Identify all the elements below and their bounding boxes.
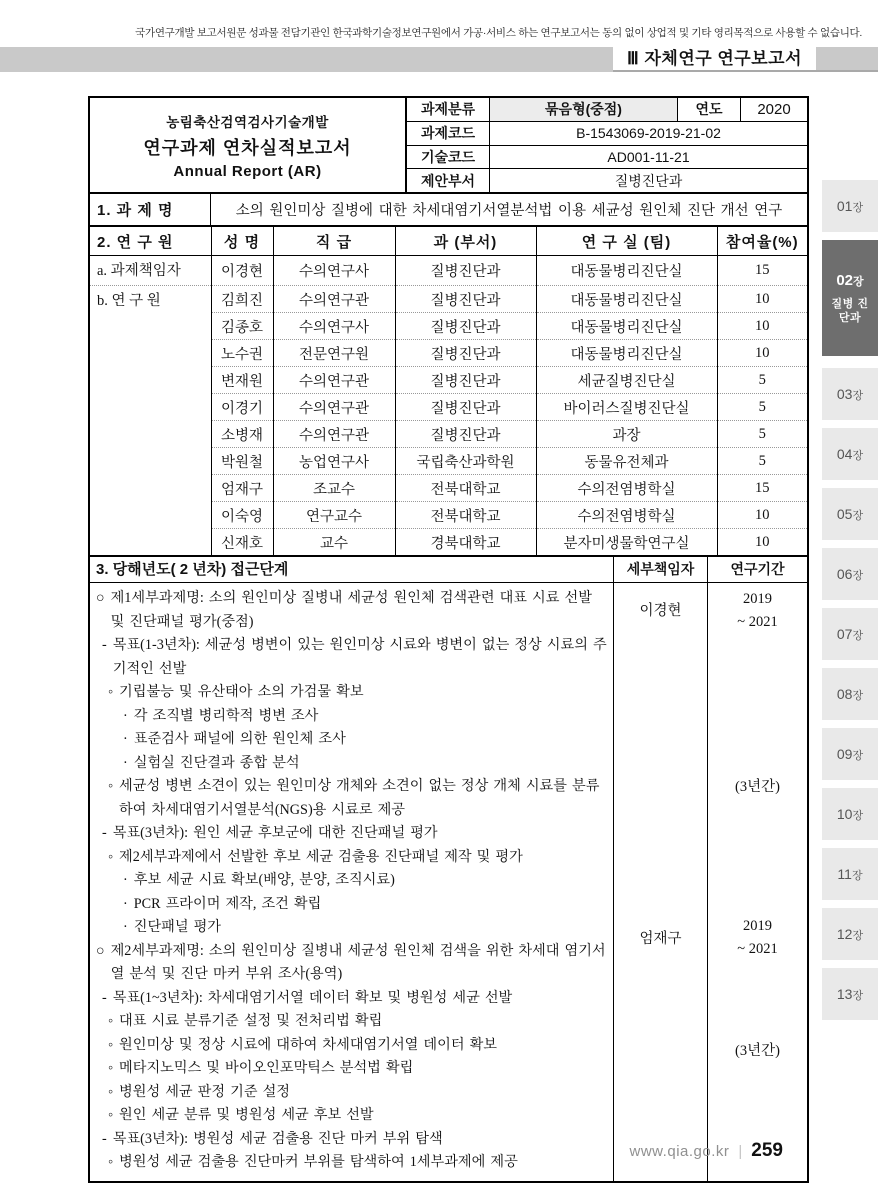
chapter-suffix: 장 (852, 629, 864, 642)
field-row-code (407, 122, 807, 146)
researcher-name-cell: 엄재구 (211, 475, 273, 502)
outline-marker: · (123, 754, 128, 771)
chapter-suffix: 장 (852, 929, 864, 942)
outline-marker: ◦ (108, 1013, 114, 1029)
researcher-name-cell: 이숙영 (211, 502, 273, 529)
chapter-suffix: 장 (852, 809, 864, 822)
researcher-name-cell: 변재원 (211, 367, 273, 394)
outline-text: 진단패널 평가 (133, 919, 222, 935)
chapter-tab-label (836, 272, 863, 289)
researcher-position-cell: 농업연구사 (273, 448, 395, 475)
outline-text: 표준검사 패널에 의한 원인체 조사 (133, 731, 346, 747)
chapter-number: 09 (836, 745, 853, 762)
duration-1: (3년간) (735, 779, 780, 795)
code-value: B-1543069-2019-21-02 (576, 125, 721, 142)
chapter-tab-label (837, 446, 863, 463)
dept-label: 제안부서 (407, 169, 490, 192)
chapter-tab-label (837, 686, 863, 703)
outline-marker: ○ (96, 590, 105, 606)
outline-text: 목표(3년차): 병원성 세균 검출용 진단 마커 부위 탐색 (112, 1130, 443, 1147)
report-subtitle: Annual Report (AR) (173, 162, 322, 180)
chapter-tab-label (837, 198, 863, 215)
outline-marker: ◦ (108, 1107, 114, 1123)
outline-marker: ○ (96, 942, 105, 959)
chapter-band (0, 47, 878, 72)
researcher-lab-cell: 분자미생물학연구실 (536, 529, 717, 556)
chapter-tab-06[interactable] (822, 548, 878, 600)
chapter-tab-04[interactable] (822, 428, 878, 480)
field-row-category (407, 98, 807, 122)
period-1-end: ~ 2021 (737, 614, 778, 630)
outline-text: 목표(1~3년차): 차세대염기서열 데이터 확보 및 병원성 세균 선발 (112, 989, 513, 1006)
researcher-lab-cell: 대동물병리진단실 (536, 256, 717, 286)
outline-line (95, 681, 610, 705)
report-title-cell (90, 98, 407, 192)
outline-marker: · (123, 707, 128, 724)
footer-separator: | (738, 1143, 743, 1160)
researcher-rate-cell: 5 (717, 367, 807, 394)
researcher-dept-cell: 질병진단과 (395, 421, 536, 448)
researcher-name-cell: 박원철 (211, 448, 273, 475)
researcher-dept-cell: 전북대학교 (395, 475, 536, 502)
field-row-tech (407, 146, 807, 170)
outline-marker: · (123, 731, 128, 747)
chapter-tab-05[interactable] (822, 488, 878, 540)
outline-line (95, 1081, 610, 1105)
researcher-dept-cell: 질병진단과 (395, 340, 536, 367)
period-2-end: ~ 2021 (737, 941, 778, 957)
outline-marker: · (123, 895, 128, 912)
outline-text: 병원성 세균 검출용 진단마커 부위를 탐색하여 1세부과제에 제공 (119, 1154, 518, 1170)
researcher-lab-cell: 과장 (536, 421, 717, 448)
footer-url: www.qia.go.kr (629, 1143, 730, 1160)
chapter-tab-label (837, 986, 863, 1003)
project-name-label: 1. 과 제 명 (90, 194, 211, 225)
dept-value: 질병진단과 (614, 172, 683, 189)
researcher-name-cell: 신재호 (211, 529, 273, 556)
chapter-tab-02[interactable] (822, 240, 878, 356)
outline-line (95, 940, 610, 987)
outline-marker: ◦ (108, 684, 114, 700)
researcher-lab-cell: 수의전염병학실 (536, 502, 717, 529)
chapter-suffix: 장 (852, 509, 864, 522)
chapter-number: 03 (836, 385, 853, 402)
period-1-start: 2019 (743, 591, 772, 607)
researcher-dept-cell: 국립축산과학원 (395, 448, 536, 475)
outline-line (95, 916, 610, 940)
chapter-header-title: Ⅲ 자체연구 연구보고서 (613, 47, 816, 72)
outline-text: 원인미상 및 정상 시료에 대하여 차세대염기서열 데이터 확보 (119, 1036, 497, 1053)
col-header-position: 직 급 (273, 226, 395, 256)
chapter-number: 02 (836, 271, 854, 289)
col-header-lab: 연 구 실 (팀) (536, 226, 717, 256)
researcher-lab-cell: 동물유전체과 (536, 448, 717, 475)
researcher-position-cell: 수의연구관 (273, 394, 395, 421)
outline-text: 세균성 병변 소견이 있는 원인미상 개체와 소견이 없는 정상 개체 시료를 분류하여 차세대염기서열분석(NGS)용 시료로 제공 (119, 778, 600, 818)
researcher-rate-cell: 5 (717, 421, 807, 448)
chapter-suffix: 장 (853, 275, 864, 288)
chapter-number: 08 (836, 685, 853, 702)
approach-outline (90, 583, 613, 1181)
outline-line (95, 1151, 610, 1175)
researcher-name-cell: 김종호 (211, 313, 273, 340)
col-header-dept: 과 (부서) (395, 226, 536, 256)
sub-manager-1: 이경현 (639, 603, 682, 619)
col-header-rate: 참여율(%) (717, 226, 807, 256)
pi-row-label: a. 과제책임자 (97, 263, 181, 279)
chapter-tab-07[interactable] (822, 608, 878, 660)
researcher-rate-cell: 5 (717, 394, 807, 421)
outline-text: 목표(3년차): 원인 세균 후보군에 대한 진단패널 평가 (112, 825, 438, 841)
program-name: 농림축산검역검사기술개발 (166, 114, 329, 130)
outline-text: PCR 프라이머 제작, 조건 확립 (133, 895, 322, 912)
researcher-position-cell: 수의연구관 (273, 421, 395, 448)
chapter-tab-label (837, 746, 863, 763)
outline-line (95, 1057, 610, 1081)
report-title: 연구과제 연차실적보고서 (143, 137, 352, 158)
outline-marker: - (102, 989, 107, 1006)
chapter-tab-label (837, 926, 863, 943)
researcher-name-cell: 소병재 (211, 421, 273, 448)
field-row-dept (407, 169, 807, 192)
chapter-suffix: 장 (852, 389, 864, 402)
researcher-row (90, 256, 807, 286)
outline-marker: ◦ (108, 1036, 114, 1053)
outline-text: 각 조직별 병리학적 병변 조사 (133, 707, 319, 724)
outline-line (95, 1104, 610, 1128)
researcher-dept-cell: 질병진단과 (395, 256, 536, 286)
outline-text: 후보 세균 시료 확보(배양, 분양, 조직시료) (133, 872, 395, 888)
chapter-suffix: 장 (852, 689, 864, 702)
researcher-dept-cell: 질병진단과 (395, 367, 536, 394)
member-rows-label: b. 연 구 원 (90, 286, 211, 556)
page-number: 259 (751, 1140, 783, 1161)
chapter-tab-08[interactable] (822, 668, 878, 720)
researcher-rate-cell: 5 (717, 448, 807, 475)
research-period-column (707, 583, 807, 1181)
researcher-lab-cell: 수의전염병학실 (536, 475, 717, 502)
category-label: 과제분류 (407, 98, 490, 121)
category-value: 묶음형(중점) (490, 98, 677, 121)
outline-text: 원인 세균 분류 및 병원성 세균 후보 선발 (119, 1107, 374, 1123)
research-period-1 (708, 588, 807, 634)
chapter-number: 12 (836, 925, 853, 942)
researcher-dept-cell: 전북대학교 (395, 502, 536, 529)
researcher-dept-cell: 질병진단과 (395, 286, 536, 313)
outline-marker: ◦ (108, 1154, 114, 1170)
researcher-position-cell: 수의연구관 (273, 286, 395, 313)
report-meta-fields (407, 98, 807, 192)
researcher-position-cell: 조교수 (273, 475, 395, 502)
researcher-rate-cell: 10 (717, 313, 807, 340)
outline-line (95, 987, 610, 1011)
outline-marker: - (102, 637, 107, 653)
outline-line (95, 1034, 610, 1058)
outline-marker: ◦ (108, 848, 114, 865)
researcher-rate-cell: 10 (717, 340, 807, 367)
researcher-position-cell: 수의연구사 (273, 313, 395, 340)
researcher-position-cell: 연구교수 (273, 502, 395, 529)
outline-line (95, 634, 610, 681)
tech-code-value: AD001-11-21 (607, 148, 690, 165)
researchers-table (90, 225, 807, 555)
chapter-number: 07 (836, 625, 853, 642)
outline-text: 제2세부과제명: 소의 원인미상 질병내 세균성 원인체 검색을 위한 차세대 염기서열 분석 및 진단 마커 부위 조사(용역) (110, 942, 606, 982)
researcher-rate-cell: 10 (717, 286, 807, 313)
outline-text: 대표 시료 분류기준 설정 및 전처리법 확립 (119, 1013, 383, 1029)
outline-text: 메타지노믹스 및 바이오인포막틱스 분석법 확립 (119, 1060, 414, 1076)
researchers-header-row (90, 226, 807, 256)
outline-line (95, 846, 610, 870)
approach-body (90, 582, 807, 1181)
chapter-tab-label (837, 866, 862, 883)
research-period-2 (708, 915, 807, 961)
researcher-rate-cell: 15 (717, 475, 807, 502)
chapter-number: 01 (836, 197, 853, 214)
chapter-suffix: 장 (852, 749, 864, 762)
chapter-suffix: 장 (852, 449, 864, 462)
chapter-number: 06 (836, 565, 853, 582)
chapter-suffix: 장 (852, 989, 864, 1002)
researcher-name-cell: 이경현 (211, 256, 273, 286)
researcher-lab-cell: 세균질병진단실 (536, 367, 717, 394)
duration-2: (3년간) (735, 1043, 780, 1059)
outline-marker: ◦ (108, 1083, 114, 1100)
usage-disclaimer: 국가연구개발 보고서원문 성과물 전담기관인 한국과학기술정보연구원에서 가공·서비스 하는 연구보고서는 동의 없이 상업적 및 기타 영리목적으로 사용할 수 없습니다. (135, 27, 862, 39)
chapter-suffix: 장 (852, 201, 864, 214)
researcher-dept-cell: 질병진단과 (395, 394, 536, 421)
outline-marker: ◦ (108, 1060, 114, 1076)
outline-text: 실험실 진단결과 종합 분석 (133, 754, 300, 771)
outline-marker: ◦ (108, 778, 114, 794)
project-name-row (90, 192, 807, 225)
outline-marker: · (123, 872, 128, 888)
researcher-dept-cell: 경북대학교 (395, 529, 536, 556)
chapter-number: 11 (837, 865, 852, 882)
col-header-name: 성 명 (211, 226, 273, 256)
outline-text: 기립불능 및 유산태아 소의 가검물 확보 (119, 684, 364, 700)
chapter-suffix: 장 (852, 569, 864, 582)
period-2-start: 2019 (743, 918, 772, 934)
active-chapter-sublabel: 질병 진단과 (831, 297, 869, 324)
project-name-value: 소의 원인미상 질병에 대한 차세대염기서열분석법 이용 세균성 원인체 진단 개선 연구 (235, 203, 783, 219)
researcher-rate-cell: 10 (717, 502, 807, 529)
chapter-tab-10[interactable] (822, 788, 878, 840)
outline-line (95, 752, 610, 776)
researcher-position-cell: 전문연구원 (273, 340, 395, 367)
sub-manager-2: 엄재구 (639, 931, 682, 947)
chapter-tab-label (837, 806, 863, 823)
outline-line (95, 1128, 610, 1152)
researcher-position-cell: 교수 (273, 529, 395, 556)
chapter-tab-11[interactable] (822, 848, 878, 900)
chapter-band-bar (0, 47, 613, 72)
researcher-lab-cell: 대동물병리진단실 (536, 313, 717, 340)
chapter-tab-03[interactable] (822, 368, 878, 420)
outline-line (95, 1010, 610, 1034)
researcher-name-cell: 이경기 (211, 394, 273, 421)
researcher-dept-cell: 질병진단과 (395, 313, 536, 340)
outline-text: 제1세부과제명: 소의 원인미상 질병내 세균성 원인체 검색관련 대표 시료 선발 및 진단패널 평가(중점) (110, 590, 592, 630)
researcher-name-cell: 김희진 (211, 286, 273, 313)
year-label: 연도 (677, 98, 741, 121)
outline-line (95, 587, 610, 634)
outline-line (95, 728, 610, 752)
researcher-lab-cell: 바이러스질병진단실 (536, 394, 717, 421)
researcher-rate-cell: 10 (717, 529, 807, 556)
research-period-col-header: 연구기간 (707, 557, 807, 582)
page-footer (630, 1140, 783, 1162)
outline-line (95, 822, 610, 846)
tech-code-label: 기술코드 (407, 146, 490, 169)
chapter-number: 13 (836, 985, 853, 1002)
chapter-suffix: 장 (851, 869, 863, 882)
chapter-tab-label (837, 506, 863, 523)
researchers-section-label: 2. 연 구 원 (90, 226, 211, 256)
outline-text: 병원성 세균 판정 기준 설정 (119, 1083, 290, 1100)
chapter-band-end-block (816, 47, 878, 72)
researcher-position-cell: 수의연구사 (273, 256, 395, 286)
chapter-tab-label (837, 386, 863, 403)
year-value: 2020 (757, 100, 791, 118)
code-label: 과제코드 (407, 122, 490, 145)
chapter-tab-09[interactable] (822, 728, 878, 780)
researcher-rate-cell: 15 (717, 256, 807, 286)
researcher-position-cell: 수의연구관 (273, 367, 395, 394)
chapter-number: 10 (836, 805, 853, 822)
researcher-lab-cell: 대동물병리진단실 (536, 286, 717, 313)
researcher-row (90, 286, 807, 313)
researchers-tbody (90, 256, 807, 556)
report-header-section (90, 98, 807, 192)
chapter-number: 04 (836, 445, 853, 462)
outline-line (95, 893, 610, 917)
outline-marker: - (102, 825, 107, 841)
chapter-number: 05 (836, 505, 853, 522)
chapter-tab-label (837, 626, 863, 643)
researcher-lab-cell: 대동물병리진단실 (536, 340, 717, 367)
approach-header-row (90, 555, 807, 582)
report-table (88, 96, 809, 1183)
outline-text: 목표(1-3년차): 세균성 병변이 있는 원인미상 시료와 병변이 없는 정상 시료의 주기적인 선발 (112, 637, 607, 677)
chapter-tab-12[interactable] (822, 908, 878, 960)
approach-title: 3. 당해년도( 2 년차) 접근단계 (96, 561, 289, 578)
sub-manager-col-header: 세부책임자 (613, 557, 707, 582)
chapter-tab-13[interactable] (822, 968, 878, 1020)
chapter-tab-01[interactable] (822, 180, 878, 232)
outline-text: 제2세부과제에서 선발한 후보 세균 검출용 진단패널 제작 및 평가 (119, 848, 523, 865)
chapter-tab-label (837, 566, 863, 583)
outline-marker: - (102, 1130, 107, 1147)
outline-line (95, 775, 610, 822)
researcher-name-cell: 노수권 (211, 340, 273, 367)
outline-line (95, 869, 610, 893)
outline-line (95, 705, 610, 729)
sub-manager-column (613, 583, 707, 1181)
outline-marker: · (123, 919, 128, 935)
